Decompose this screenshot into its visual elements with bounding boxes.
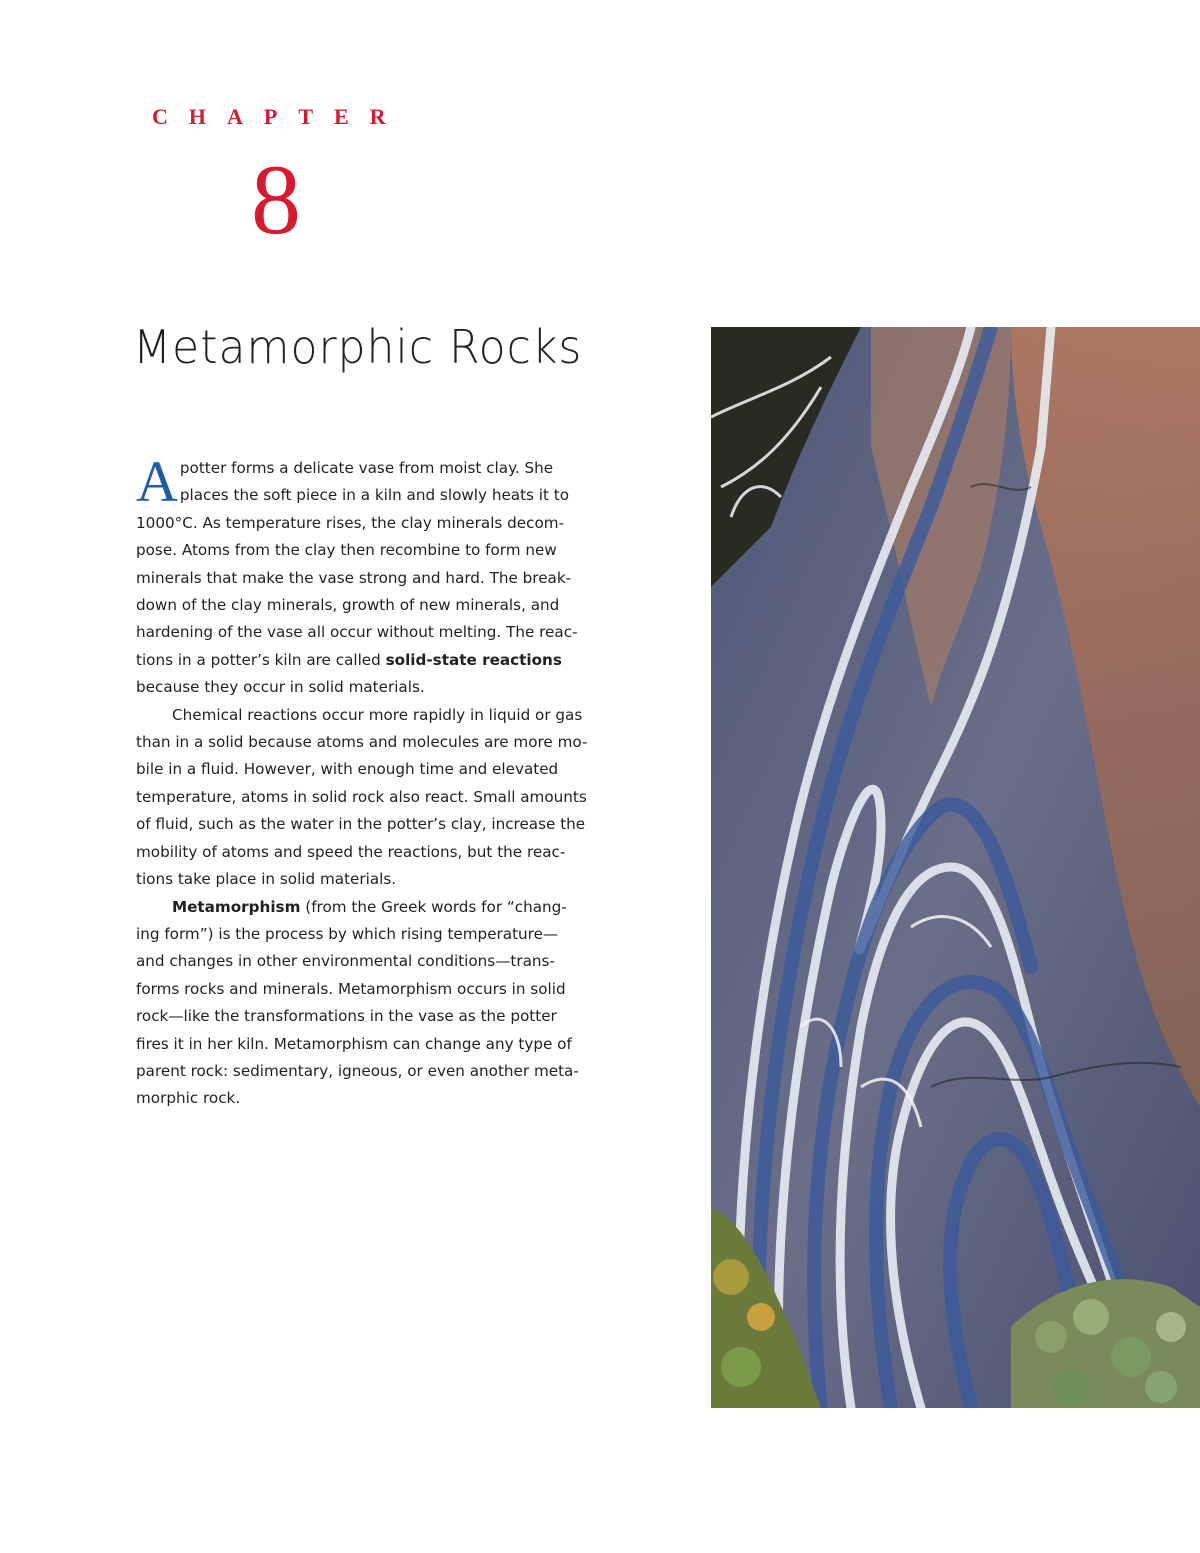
- text-line: tions take place in solid materials.: [136, 870, 397, 889]
- text-fragment: tions in a potter’s kiln are called: [136, 650, 386, 669]
- text-line: hardening of the vase all occur without melting. The reac-: [136, 623, 578, 642]
- folded-rock-photo: [711, 327, 1200, 1408]
- rock-illustration: [711, 327, 1200, 1408]
- chapter-title: Metamorphic Rocks: [133, 320, 583, 374]
- text-line: mobility of atoms and speed the reactions, but the reac-: [136, 842, 566, 861]
- text-line: [136, 894, 614, 921]
- text-line: places the soft piece in a kiln and slowly heats it to: [179, 486, 570, 505]
- chapter-label: CHAPTER: [152, 104, 407, 129]
- text-line: Chemical reactions occur more rapidly in liquid or gas: [172, 705, 583, 724]
- drop-cap: A: [136, 449, 178, 514]
- text-line: and changes in other environmental conditions—trans-: [136, 952, 555, 971]
- text-line: rock—like the transformations in the vase as the potter: [136, 1007, 557, 1026]
- text-line: bile in a fluid. However, with enough time and elevated: [136, 760, 559, 779]
- text-line: forms rocks and minerals. Metamorphism occurs in solid: [136, 979, 566, 998]
- paragraph-1: [136, 449, 614, 702]
- text-line: morphic rock.: [136, 1089, 241, 1108]
- bold-term: solid-state reactions: [385, 650, 562, 669]
- text-line: pose. Atoms from the clay then recombine to form new: [136, 541, 557, 560]
- text-fragment: (from the Greek words for “chang-: [300, 897, 567, 916]
- bold-term: Metamorphism: [172, 897, 301, 916]
- text-line: ing form”) is the process by which rising temperature—: [136, 924, 559, 943]
- text-line: fires it in her kiln. Metamorphism can change any type of: [136, 1034, 572, 1053]
- text-line: parent rock: sedimentary, igneous, or even another meta-: [136, 1061, 579, 1080]
- text-line: than in a solid because atoms and molecules are more mo-: [136, 733, 588, 752]
- text-line: temperature, atoms in solid rock also react. Small amounts: [136, 787, 587, 806]
- paragraph-2: [136, 702, 614, 894]
- text-line: [136, 647, 614, 674]
- text-line: potter forms a delicate vase from moist clay. She: [179, 459, 554, 477]
- chapter-number: 8: [251, 144, 301, 255]
- text-line: of fluid, such as the water in the potter’s clay, increase the: [136, 815, 586, 834]
- text-line: 1000°C. As temperature rises, the clay minerals decom-: [136, 513, 565, 532]
- text-line: because they occur in solid materials.: [136, 678, 425, 697]
- text-line: down of the clay minerals, growth of new minerals, and: [136, 596, 560, 615]
- body-text: [136, 449, 614, 1113]
- paragraph-3: [136, 894, 614, 1113]
- text-line: minerals that make the vase strong and hard. The break-: [136, 568, 572, 587]
